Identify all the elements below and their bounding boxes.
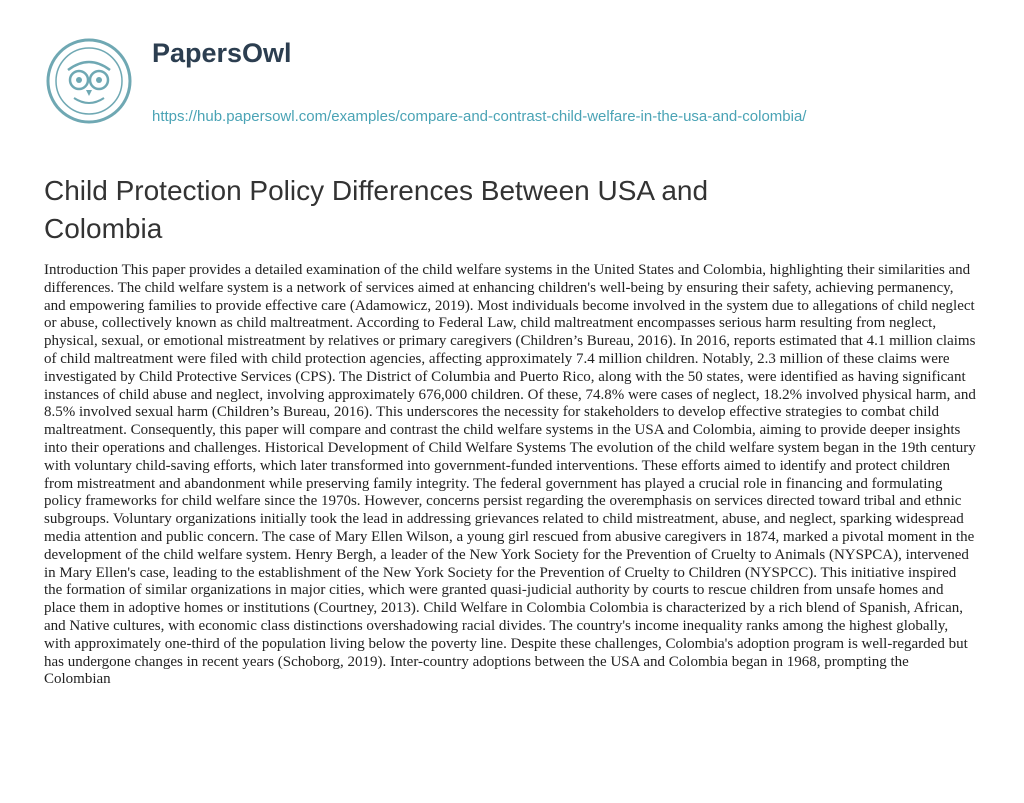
document-title: Child Protection Policy Differences Between USA and Colombia — [44, 175, 709, 244]
brand-name[interactable]: PapersOwl — [152, 38, 292, 68]
document-body: Introduction This paper provides a detailed examination of the child welfare systems in the United States and Colombia, highlighting their similarities and differences. The child welfare system is a network of services aimed at enhancing children's well-being by ensuring their safety, achieving permanency, and empowering families to provide effective care (Adamowicz, 2019). Most individuals become involved in the system due to allegations of child neglect or abuse, collectively known as child maltreatment. According to Federal Law, child maltreatment encompasses serious harm resulting from neglect, physical, sexual, or emotional mistreatment by relatives or primary caregivers (Children’s Bureau, 2016). In 2016, reports estimated that 4.1 million claims of child maltreatment were filed with child protection agencies, affecting approximately 7.4 million children. Notably, 2.3 million of these claims were investigated by Child Protective Services (CPS). The District of Columbia and Puerto Rico, along with the 50 states, were identified as having significant instances of child abuse and neglect, involving approximately 676,000 children. Of these, 74.8% were cases of neglect, 18.2% involved physical harm, and 8.5% involved sexual harm (Children’s Bureau, 2016). This underscores the necessity for stakeholders to develop effective strategies to combat child maltreatment. Consequently, this paper will compare and contrast the child welfare systems in the USA and Colombia, aiming to provide deeper insights into their operations and challenges. Historical Development of Child Welfare Systems The evolution of the child welfare system began in the 19th century with voluntary child-saving efforts, which later transformed into government-funded interventions. These efforts aimed to identify and protect children from mistreatment and abandonment while preserving family integrity. The federal government has played a crucial role in financing and formulating policy frameworks for child welfare since the 1970s. However, concerns persist regarding the overemphasis on services directed toward tribal and ethnic subgroups. Voluntary organizations initially took the lead in addressing grievances related to child mistreatment, abuse, and neglect, sparking widespread media attention and public concern. The case of Mary Ellen Wilson, a young girl rescued from abusive caregivers in 1874, marked a pivotal moment in the development of the child welfare system. Henry Bergh, a leader of the New York Society for the Prevention of Cruelty to Animals (NYSPCA), intervened in Mary Ellen's case, leading to the establishment of the New York Society for the Prevention of Cruelty to Children (NYSPCC). This initiative inspired the formation of similar organizations in major cities, which were granted quasi-judicial authority by courts to rescue children from unsafe homes and place them in adoptive homes or institutions (Courtney, 2013). Child Welfare in Colombia Colombia is characterized by a rich blend of Spanish, African, and Native cultures, with economic class distinctions overshadowing racial divides. The country's income inequality ranks among the highest globally, with approximately one-third of the population living below the poverty line. Despite these challenges, Colombia's adoption program is well-regarded but has undergone changes in recent years (Schoborg, 2019). Inter-country adoptions between the USA and Colombia began in 1968, prompting the Colombian — [44, 262, 976, 688]
site-header — [44, 36, 1004, 166]
owl-logo-graphic — [44, 36, 134, 126]
source-url-link[interactable]: https://hub.papersowl.com/examples/compare-and-contrast-child-welfare-in-the-usa-and-colombia/ — [152, 108, 807, 125]
owl-logo-icon[interactable] — [44, 36, 134, 126]
